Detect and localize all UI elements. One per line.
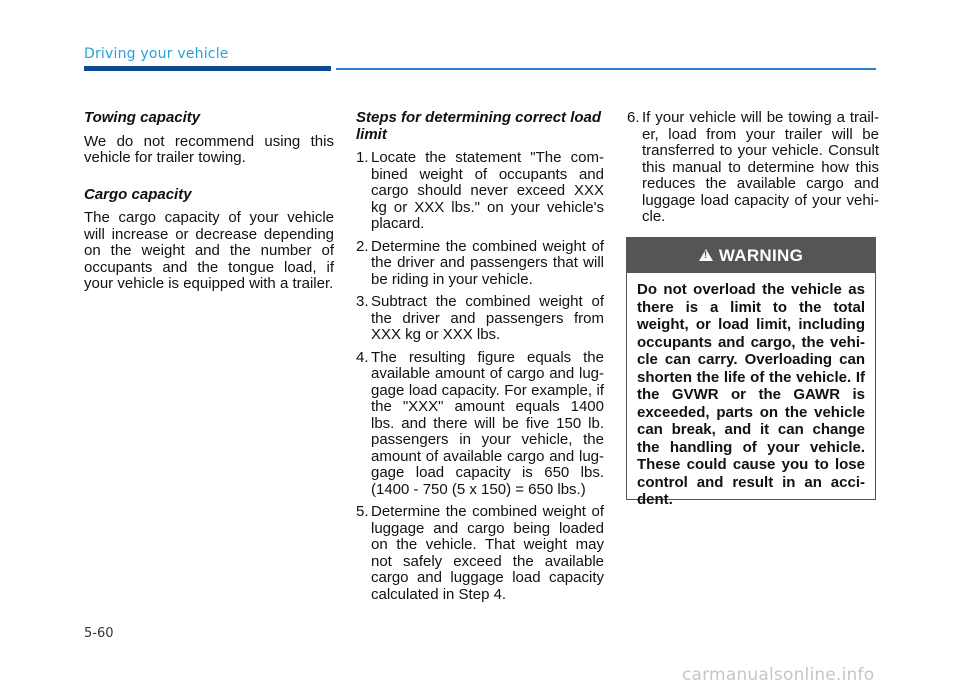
load-limit-heading: Steps for determining correct load limit (356, 109, 602, 143)
step-number: 4. (356, 348, 369, 366)
list-item (356, 150, 604, 233)
step-text: If your vehicle will be towing a trail-er, load from your trailer will be transferred to your vehicle. Consult this manual to determine how this reduces the available cargo and luggage load capacity of your vehi-cle. (642, 109, 879, 225)
step-number: 5. (356, 503, 369, 520)
warning-box (626, 237, 876, 508)
step-text: Determine the combined weight of luggage and cargo being loaded on the vehicle. That weight may not safely exceed the available cargo and luggage load capacity calculated in Step 4. (371, 503, 604, 603)
section-title: Driving your vehicle (84, 46, 229, 62)
page-number: 5-60 (84, 626, 114, 641)
step-text: Determine the combined weight of the driver and passengers that will be riding in your vehicle. (371, 237, 604, 288)
middle-column (356, 110, 604, 609)
warning-header (627, 238, 875, 273)
step-text: Locate the statement "The com-bined weight of occupants and cargo should never exceed XXX kg or XXX lbs." on your vehicle's placard. (371, 149, 604, 232)
load-limit-steps-continued (627, 110, 879, 226)
warning-text: Do not overload the vehicle as there is a limit to the total weight, or load limit, including occupants and cargo, the vehi-cle can carry. Overloading can shorten the life of the vehicle. If the GVWR or the GAWR is exceeded, parts on the vehicle can break, and it can change the handling of your vehicle. These could cause you to lose control and result in an acci-dent. (637, 281, 865, 508)
cargo-capacity-heading: Cargo capacity (84, 185, 192, 203)
list-item (627, 110, 879, 226)
warning-title: WARNING (718, 245, 804, 265)
towing-capacity-body: We do not recommend using this vehicle for trailer towing. (84, 132, 334, 166)
list-item (356, 239, 604, 289)
list-item (356, 350, 604, 499)
step-number: 6. (627, 109, 640, 126)
header-bar-light (336, 68, 876, 70)
list-item (356, 294, 604, 344)
list-item (356, 504, 604, 603)
watermark: carmanualsonline.info (682, 665, 875, 685)
right-column (627, 110, 879, 232)
step-number: 1. (356, 149, 369, 166)
step-text: Subtract the combined weight of the driver and passengers from XXX kg or XXX lbs. (371, 293, 604, 343)
header-bar-dark (84, 66, 331, 71)
step-number: 3. (356, 293, 369, 310)
towing-capacity-heading: Towing capacity (84, 109, 201, 126)
warning-triangle-icon (699, 249, 713, 261)
step-number: 2. (356, 237, 369, 255)
step-text: The resulting figure equals the available amount of cargo and lug-gage load capacity. For example, if the "XXX" amount equals 1400 lbs. and there will be five 150 lb. passengers in your vehicle, the amount of available cargo and lug-gage load capacity is 650 lbs. (1400 - 750 (5 x 150) = 650 lbs.) (371, 348, 604, 498)
left-column (84, 110, 334, 313)
load-limit-steps (356, 150, 604, 603)
cargo-capacity-body: The cargo capacity of your vehicle will increase or decrease depending on the weight and the number of occupants and the tongue load, if your vehicle is equipped with a trailer. (84, 209, 334, 292)
